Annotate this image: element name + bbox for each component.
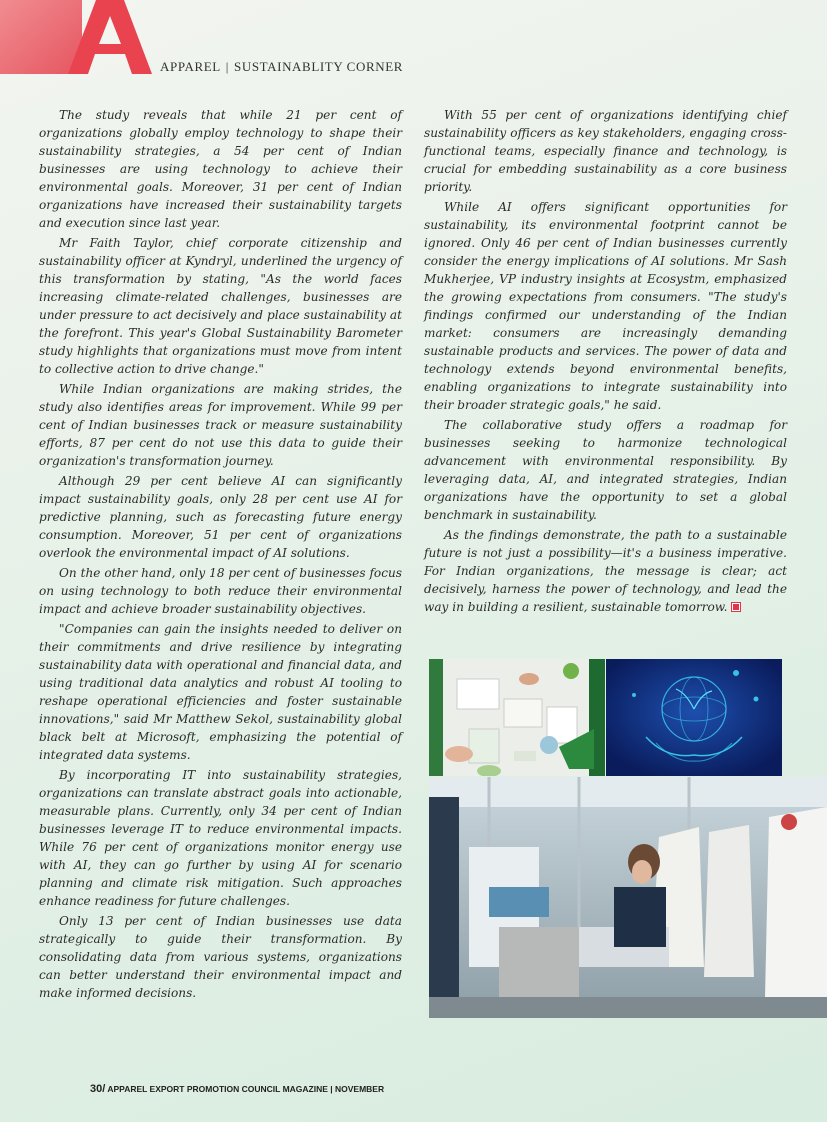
magazine-logo	[0, 0, 160, 74]
garment-factory-photo	[429, 777, 827, 1018]
subsection-label: SUSTAINABLITY CORNER	[234, 59, 404, 74]
article-column-right	[424, 106, 787, 618]
paragraph: The collaborative study offers a roadmap for businesses seeking to harmonize technological advancement with environmental responsibility. By leveraging data, AI, and integrated strategies, Indian organizations have the opportunity to set a global benchmark in sustainability.	[424, 418, 787, 522]
section-header	[160, 59, 403, 75]
footer-separator: /	[102, 1083, 106, 1095]
paragraph: While AI offers significant opportunities for sustainability, its environmental footprint cannot be ignored. Only 46 per cent of Indian businesses currently consider the energy implications of AI solutions. Mr Sash Mukherjee, VP industry insights at Ecosystm, emphasized the growing expectations from consumers. "The study's findings confirmed our understanding of the Indian market: consumers are increasingly demanding sustainable products and services. The power of data and technology extends beyond environmental benefits, enabling organizations to integrate sustainability into their broader strategic goals," he said.	[424, 200, 787, 412]
paragraph: "Companies can gain the insights needed to deliver on their commitments and drive resilience by integrating sustainability data with operational and financial data, and using traditional data analytics and robust AI tooling to reshape operational efficiencies and foster sustainable innovations," said Mr Matthew Sekol, sustainability global black belt at Microsoft, emphasizing the potential of integrated data systems.	[39, 622, 402, 762]
paragraph: On the other hand, only 18 per cent of businesses focus on using technology to both reduce their environmental impact and achieve broader sustainability objectives.	[39, 566, 402, 616]
header-separator: |	[225, 59, 229, 74]
team-meeting-photo	[429, 659, 605, 776]
paragraph-final-text: As the findings demonstrate, the path to a sustainable future is not just a possibility—it's a business imperative. For Indian organizations, the message is clear; act decisively, harness the power of technology, and lead the way in building a resilient, sustainable tomorrow.	[424, 528, 787, 614]
paragraph-final	[424, 526, 787, 616]
paragraph: While Indian organizations are making strides, the study also identifies areas for improvement. While 99 per cent of Indian businesses track or measure sustainability efforts, 87 per cent do not use this data to guide their organization's transformation journey.	[39, 382, 402, 468]
paragraph: With 55 per cent of organizations identifying chief sustainability officers as key stakeholders, engaging cross-functional teams, especially finance and technology, is crucial for embedding sustainability as a core business priority.	[424, 108, 787, 194]
paragraph: Although 29 per cent believe AI can significantly impact sustainability goals, only 28 per cent use AI for predictive planning, such as forecasting future energy consumption. Moreover, 51 per cent of organizations overlook the environmental impact of AI solutions.	[39, 474, 402, 560]
paragraph: The study reveals that while 21 per cent of organizations globally employ technology to shape their sustainability strategies, a 54 per cent of Indian businesses are using technology to achieve their environmental goals. Moreover, 31 per cent of Indian organizations have increased their sustainability targets and execution since last year.	[39, 108, 402, 230]
end-of-article-mark	[732, 603, 740, 611]
paragraph: By incorporating IT into sustainability strategies, organizations can translate abstract goals into actionable, measurable plans. Currently, only 34 per cent of Indian businesses leverage IT to reduce environmental impacts. While 76 per cent of organizations monitor energy use with AI, they can go further by using AI for scenario planning and climate risk mitigation. Such approaches enhance readiness for future challenges.	[39, 768, 402, 908]
paragraph: Only 13 per cent of Indian businesses use data strategically to guide their transformation. By consolidating data from various systems, organizations can better understand their environmental impact and make informed decisions.	[39, 914, 402, 1000]
page-footer	[90, 1083, 384, 1095]
digital-globe-photo	[606, 659, 782, 776]
paragraph: Mr Faith Taylor, chief corporate citizenship and sustainability officer at Kyndryl, underlined the urgency of this transformation by stating, "As the world faces increasing climate-related challenges, businesses are under pressure to act decisively and place sustainability at the forefront. This year's Global Sustainability Barometer study highlights that organizations must move from intent to collective action to drive change."	[39, 236, 402, 376]
publication-name: APPAREL EXPORT PROMOTION COUNCIL MAGAZINE | NOVEMBER	[107, 1084, 385, 1094]
page-number: 30	[90, 1083, 103, 1095]
section-label: APPAREL	[160, 59, 221, 74]
article-column-left	[39, 106, 402, 1004]
